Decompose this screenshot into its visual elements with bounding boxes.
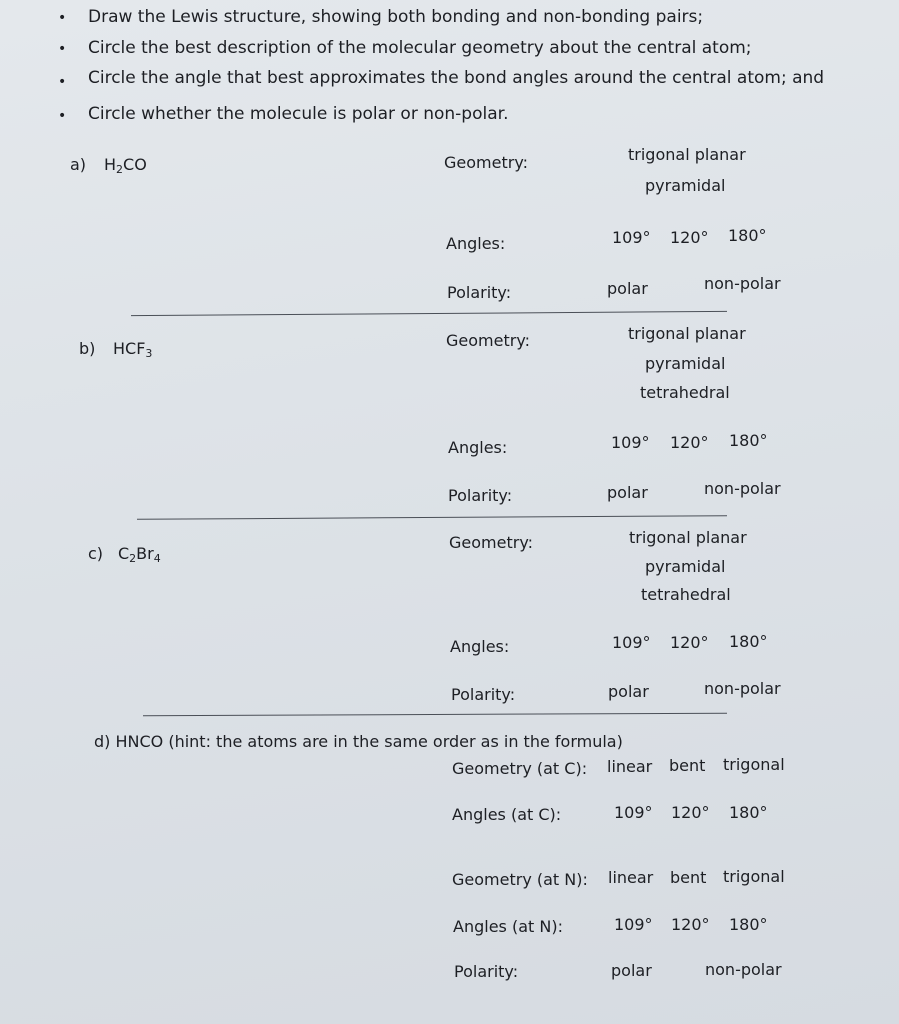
polarity-option-non-polar: non-polar [704,274,781,293]
geometry-option-pyramidal: pyramidal [645,354,726,373]
angles-label: Angles: [448,438,508,457]
instruction-bullet: • [58,74,67,90]
instruction-bullet: • [58,10,67,26]
geometry-option-pyramidal: pyramidal [645,557,726,576]
instruction-bullet: • [58,108,67,124]
problem-b-formula: $HCF_3$ [113,339,153,360]
formula-subscript: 3 [145,347,153,360]
angles-at-c-label: Angles (at C): [452,805,562,824]
polarity-label: Polarity: [451,685,516,704]
instruction-2: Circle the best description of the molecular geometry about the central atom; [88,38,752,58]
geometry-option-trigonal-planar: trigonal planar [629,528,747,547]
problem-b-letter: b) [79,339,96,358]
geometry-option-tetrahedral: tetrahedral [640,383,730,402]
angle-option-120: 120° [670,633,709,652]
geometry-option-bent: bent [669,756,706,775]
angle-option-120: 120° [670,228,709,247]
polarity-option-polar: polar [607,279,648,298]
problem-a-formula: $H_2CO$ [104,155,147,176]
polarity-label: Polarity: [447,283,512,302]
polarity-label: Polarity: [454,962,519,981]
instruction-3: Circle the angle that best approximates the bond angles around the central atom; and [88,68,825,88]
divider-line [143,713,727,717]
angle-option-109: 109° [614,803,653,822]
angle-option-180: 180° [728,226,767,245]
angle-option-120: 120° [671,915,710,934]
formula-subscript: 2 [129,552,137,565]
geometry-label: Geometry: [444,153,529,172]
angle-option-109: 109° [612,228,651,247]
instruction-4: Circle whether the molecule is polar or non-polar. [88,104,509,124]
divider-line [137,515,727,520]
angles-at-n-label: Angles (at N): [453,917,563,936]
geometry-option-trigonal-planar: trigonal planar [628,145,746,164]
angle-option-180: 180° [729,632,768,651]
geometry-option-linear: linear [607,757,653,776]
formula-subscript: 4 [153,552,161,565]
geometry-option-bent: bent [670,868,707,887]
angle-option-180: 180° [729,803,768,822]
geometry-label: Geometry: [449,533,534,552]
polarity-option-non-polar: non-polar [705,960,782,979]
geometry-label: Geometry: [446,331,531,350]
geometry-option-trigonal: trigonal [723,755,785,774]
problem-c-formula: $C_2Br_4$ [118,544,161,565]
geometry-option-linear: linear [608,868,654,887]
instruction-1: Draw the Lewis structure, showing both bonding and non-bonding pairs; [88,7,704,27]
polarity-option-polar: polar [607,483,648,502]
angle-option-120: 120° [671,803,710,822]
geometry-option-pyramidal: pyramidal [645,176,726,195]
problem-d-heading: d) HNCO (hint: the atoms are in the same order as in the formula) [94,732,623,751]
problem-a-letter: a) [70,155,87,174]
angle-option-109: 109° [614,915,653,934]
polarity-option-polar: polar [608,682,649,701]
angle-option-120: 120° [670,433,709,452]
angle-option-180: 180° [729,431,768,450]
angle-option-109: 109° [612,633,651,652]
geometry-at-n-label: Geometry (at N): [452,870,588,889]
polarity-label: Polarity: [448,486,513,505]
geometry-option-trigonal-planar: trigonal planar [628,324,746,343]
formula-subscript: 2 [116,163,124,176]
instruction-bullet: • [58,41,67,57]
angle-option-180: 180° [729,915,768,934]
angle-option-109: 109° [611,433,650,452]
polarity-option-polar: polar [611,961,652,980]
problem-c-letter: c) [88,544,104,563]
geometry-at-c-label: Geometry (at C): [452,759,588,778]
geometry-option-tetrahedral: tetrahedral [641,585,731,604]
angles-label: Angles: [450,637,510,656]
polarity-option-non-polar: non-polar [704,679,781,698]
geometry-option-trigonal: trigonal [723,867,785,886]
angles-label: Angles: [446,234,506,253]
polarity-option-non-polar: non-polar [704,479,781,498]
divider-line [131,311,727,316]
